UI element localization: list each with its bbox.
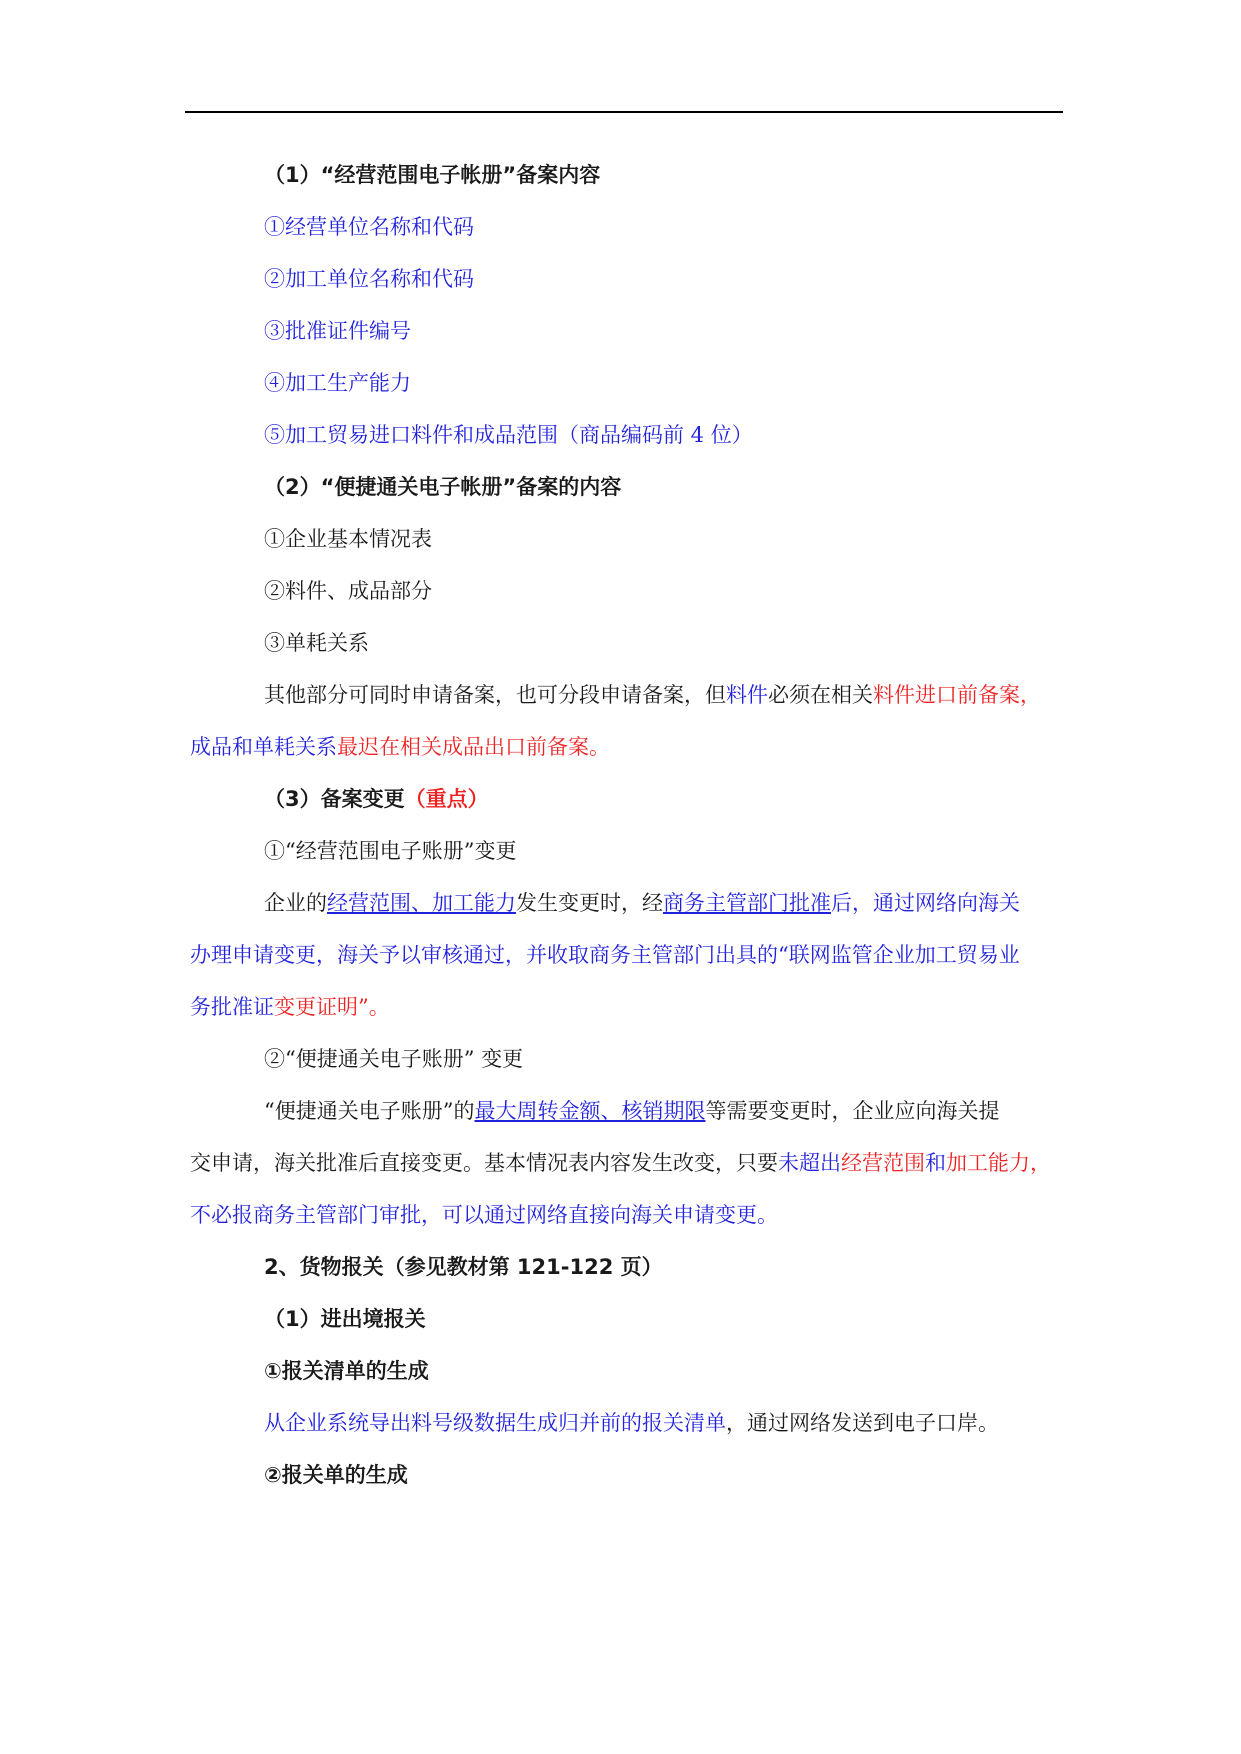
text-run: 必须在相关 — [768, 683, 873, 707]
paragraph-line — [190, 733, 1060, 761]
paragraph-line — [190, 993, 1060, 1021]
text-run: 成品和单耗关系 — [190, 735, 337, 759]
list-item: ②料件、成品部分 — [264, 579, 432, 603]
paragraph-line — [264, 889, 1134, 917]
paragraph-line — [264, 1409, 1134, 1437]
list-item: ⑤加工贸易进口料件和成品范围（商品编码前 4 位） — [264, 423, 753, 447]
heading-text: （3）备案变更 — [264, 787, 405, 811]
text-run: 从企业系统导出料号级数据生成归并前的报关清单 — [264, 1411, 726, 1435]
text-run: 料件 — [726, 683, 768, 707]
list-item: ④加工生产能力 — [264, 371, 411, 395]
paragraph-line: 不必报商务主管部门审批，可以通过网络直接向海关申请变更。 — [190, 1203, 778, 1227]
list-item: ①企业基本情况表 — [264, 527, 432, 551]
text-run: 后，通过网络向海关 — [831, 891, 1020, 915]
text-run: 变更证明” — [274, 995, 369, 1019]
subheading: ②“便捷通关电子账册” 变更 — [264, 1047, 524, 1071]
text-run: 其他部分可同时申请备案，也可分段申请备案，但 — [264, 683, 726, 707]
text-run: ， — [1020, 683, 1041, 707]
text-run: 料件进口前备案 — [873, 683, 1020, 707]
text-run: 。 — [368, 995, 390, 1019]
text-run: 务批准证 — [190, 995, 274, 1019]
text-run: 交申请，海关批准后直接变更。基本情况表内容发生改变，只要 — [190, 1151, 778, 1175]
heading-emphasis: （重点） — [404, 787, 489, 811]
paragraph-line — [264, 1097, 1134, 1125]
list-item: ②加工单位名称和代码 — [264, 267, 474, 291]
text-run: ，通过网络发送到电子口岸。 — [726, 1411, 999, 1435]
section-heading-2: （2）“便捷通关电子帐册”备案的内容 — [264, 475, 622, 499]
subheading: （1）进出境报关 — [264, 1307, 426, 1331]
text-run: 和 — [925, 1151, 946, 1175]
list-item: ③批准证件编号 — [264, 319, 411, 343]
step-heading: ②报关单的生成 — [264, 1463, 408, 1487]
list-item: ③单耗关系 — [264, 631, 369, 655]
text-run: 。 — [589, 735, 610, 759]
text-run: 等需要变更时，企业应向海关提 — [705, 1099, 1000, 1123]
section-heading-goods: 2、货物报关（参见教材第 121-122 页） — [264, 1255, 663, 1279]
header-rule — [185, 111, 1063, 113]
text-run: 未超出 — [778, 1151, 841, 1175]
subheading: ①“经营范围电子账册”变更 — [264, 839, 517, 863]
text-run: 发生变更时，经 — [516, 891, 663, 915]
paragraph-line — [264, 681, 1134, 709]
text-run: 企业的 — [264, 891, 327, 915]
underlined-term: 商务主管部门批准 — [663, 891, 831, 915]
text-run: 最迟在相关成品出口前备案 — [337, 735, 589, 759]
text-run: 经营范围 — [841, 1151, 925, 1175]
underlined-term: 最大周转金额、核销期限 — [474, 1099, 706, 1123]
text-run: ， — [1030, 1151, 1051, 1175]
paragraph-line — [190, 1149, 1060, 1177]
section-heading-3 — [264, 785, 1134, 813]
paragraph-line: 办理申请变更，海关予以审核通过，并收取商务主管部门出具的“联网监管企业加工贸易业 — [190, 943, 1020, 967]
section-heading-1: （1）“经营范围电子帐册”备案内容 — [264, 163, 601, 187]
list-item: ①经营单位名称和代码 — [264, 215, 474, 239]
text-run: “便捷通关电子账册”的 — [264, 1099, 475, 1123]
step-heading: ①报关清单的生成 — [264, 1359, 429, 1383]
underlined-term: 经营范围、加工能力 — [327, 891, 516, 915]
text-run: 加工能力 — [946, 1151, 1030, 1175]
